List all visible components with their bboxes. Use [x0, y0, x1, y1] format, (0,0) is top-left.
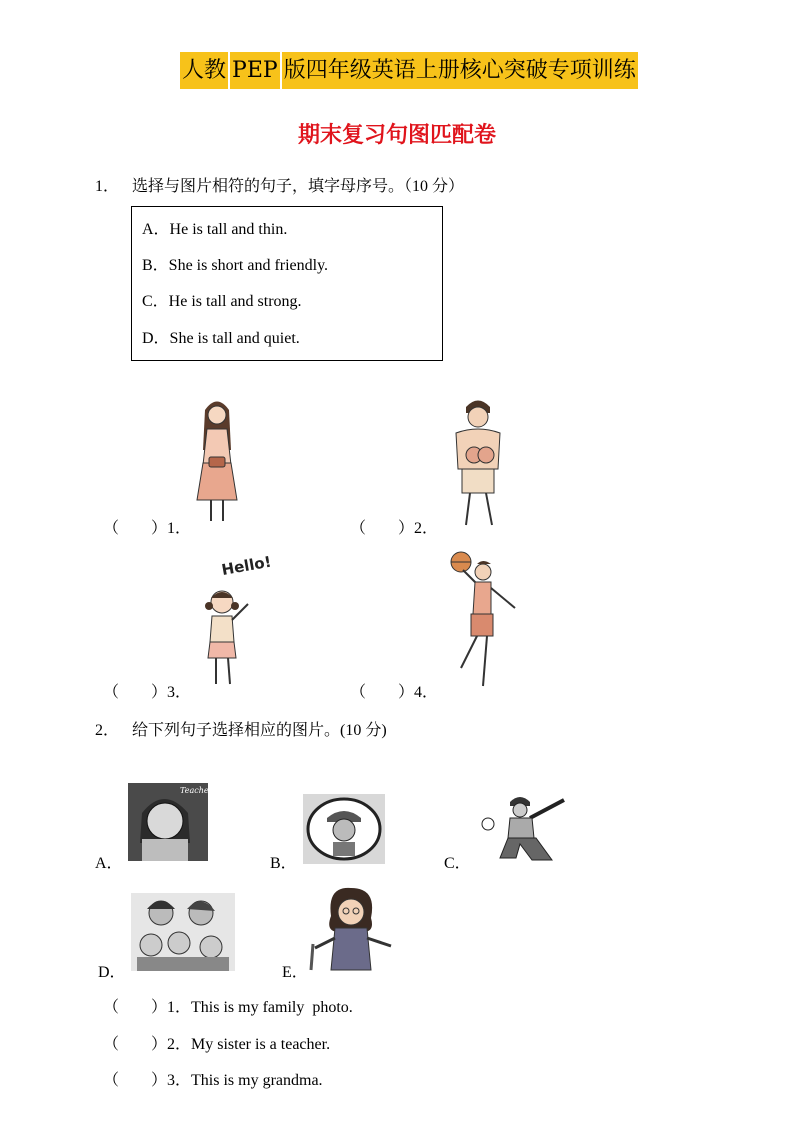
q1-option-b: B．She is short and friendly. — [142, 257, 329, 274]
tall-thin-boy-basketball-illustration — [445, 550, 525, 690]
q1-options-box — [131, 206, 443, 361]
q1-option-a: A．He is tall and thin. — [142, 221, 288, 238]
header-seg-2: PEP — [230, 52, 280, 89]
q1-option-d: D．She is tall and quiet. — [142, 330, 300, 347]
q2-label-a: A． — [95, 855, 123, 872]
short-friendly-girl-illustration — [200, 552, 273, 690]
strong-boy-illustration — [448, 397, 513, 532]
doc-title: 期末复习句图匹配卷 — [297, 123, 496, 148]
q1-item-3: （ ）3． — [103, 684, 192, 701]
q2-label-d: D． — [98, 964, 126, 981]
q1-item-1: （ ）1． — [103, 520, 192, 537]
q2-instruction: 给下列句子选择相应的图片。(10 分) — [132, 722, 387, 739]
teacher-sister-picture — [128, 783, 213, 861]
q1-number: 1． — [95, 178, 120, 195]
header-seg-3: 版四年级英语上册核心突破专项训练 — [282, 52, 638, 89]
q2-sentence-1: （ ）1．This is my family photo. — [103, 999, 353, 1016]
grandpa-picture — [303, 794, 385, 864]
q1-item-2: （ ）2． — [350, 520, 439, 537]
baseball-player-picture — [480, 788, 570, 864]
teacher-caption-text: Teacher — [180, 786, 213, 795]
grandma-picture — [305, 886, 395, 970]
q2-sentence-2: （ ）2．My sister is a teacher. — [103, 1036, 331, 1053]
q2-label-c: C． — [444, 855, 471, 872]
q2-label-e: E． — [282, 964, 308, 981]
q2-sentence-3: （ ）3．This is my grandma. — [103, 1072, 323, 1089]
q1-option-c: C．He is tall and strong. — [142, 293, 302, 310]
q1-instruction: 选择与图片相符的句子，填字母序号。（10 分） — [132, 178, 465, 195]
doc-header — [180, 52, 638, 89]
hello-speech-text: Hello! — [220, 552, 273, 580]
family-photo-picture — [131, 893, 235, 971]
header-seg-1: 人教 — [180, 52, 228, 89]
tall-quiet-girl-illustration — [195, 395, 240, 530]
q2-label-b: B． — [270, 855, 297, 872]
q1-item-4: （ ）4． — [350, 684, 439, 701]
q2-number: 2． — [95, 722, 120, 739]
